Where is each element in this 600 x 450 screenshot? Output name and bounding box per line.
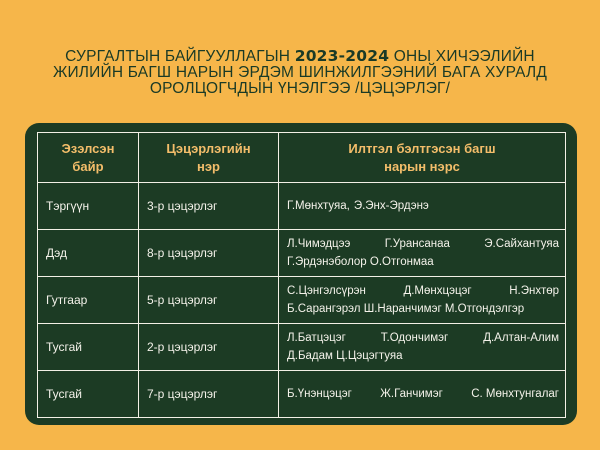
teacher-name: Л.Чимэдцээ (287, 238, 351, 250)
header-place-line-2: байр (72, 158, 104, 174)
names-line-1 (287, 197, 559, 215)
header-teachers-line-1: Илтгэл бэлтгэсэн багш (348, 140, 496, 156)
results-board (25, 123, 577, 425)
results-table (37, 132, 566, 418)
table-body (38, 183, 566, 418)
teacher-name: С. Мөнхтунгалаг (471, 388, 559, 400)
names-line-1 (287, 235, 559, 253)
header-teachers-line-2: нарын нэрс (384, 158, 460, 174)
kindergarten-cell: 5-р цэцэрлэг (139, 277, 279, 324)
teacher-name: Д.Мөнхцэцэг (403, 285, 472, 297)
place-cell: Тусгай (38, 324, 139, 371)
title-line-1-end: ОНЫ ХИЧЭЭЛИЙН (389, 48, 535, 65)
header-kindergarten (139, 133, 279, 183)
place-cell: Дэд (38, 230, 139, 277)
table-row (38, 371, 566, 418)
kindergarten-cell: 2-р цэцэрлэг (139, 324, 279, 371)
title-line-1-start: СУРГАЛТЫН БАЙГУУЛЛАГЫН (65, 48, 295, 65)
teacher-names-cell (279, 183, 566, 230)
teacher-name: Э.Сайхантуяа (484, 238, 559, 250)
title-line-1 (0, 48, 600, 65)
header-place (38, 133, 139, 183)
header-kindergarten-line-2: нэр (197, 158, 220, 174)
names-line-2: Б.Сарангэрэл Ш.Наранчимэг М.Отгондэлгэр (287, 303, 525, 315)
teacher-name: Д.Алтан-Алим (483, 332, 559, 344)
title-year: 2023-2024 (294, 47, 390, 65)
title-line-3: ОРОЛЦОГЧДЫН ҮНЭЛГЭЭ /ЦЭЦЭРЛЭГ/ (149, 80, 451, 97)
teacher-name: Г.Мөнхтуяа, (287, 200, 350, 212)
place-cell: Тусгай (38, 371, 139, 418)
page-title (0, 48, 600, 97)
kindergarten-cell: 7-р цэцэрлэг (139, 371, 279, 418)
place-cell: Гутгаар (38, 277, 139, 324)
teacher-name: Б.Үнэнцэцэг (287, 388, 352, 400)
table-row (38, 183, 566, 230)
header-place-line-1: Эзэлсэн (61, 140, 115, 156)
table-header-row (38, 133, 566, 183)
kindergarten-cell: 8-р цэцэрлэг (139, 230, 279, 277)
teacher-name: Т.Одончимэг (380, 332, 449, 344)
names-line-1 (287, 385, 559, 403)
table-row (38, 230, 566, 277)
teacher-name: Э.Энх-Эрдэнэ (353, 200, 429, 212)
names-line-2: Г.Эрдэнэболор О.Отгонмаа (287, 256, 434, 268)
teacher-name: Н.Энхтөр (509, 285, 559, 297)
table-row (38, 324, 566, 371)
place-cell: Тэргүүн (38, 183, 139, 230)
names-line-1 (287, 282, 559, 300)
header-teachers (279, 133, 566, 183)
title-line-2: ЖИЛИЙН БАГШ НАРЫН ЭРДЭМ ШИНЖИЛГЭЭНИЙ БАГА ХУРАЛД (52, 64, 548, 81)
teacher-names-cell (279, 324, 566, 371)
kindergarten-cell: 3-р цэцэрлэг (139, 183, 279, 230)
names-line-2: Д.Бадам Ц.Цэцэгтуяа (287, 350, 403, 362)
teacher-name: С.Цэнгэлсүрэн (287, 285, 366, 297)
teacher-name: Ж.Ганчимэг (380, 388, 443, 400)
table-row (38, 277, 566, 324)
teacher-names-cell (279, 230, 566, 277)
names-line-1 (287, 329, 559, 347)
header-kindergarten-line-1: Цэцэрлэгийн (166, 140, 251, 156)
teacher-name: Г.Урансанаа (384, 238, 450, 250)
teacher-names-cell (279, 371, 566, 418)
teacher-names-cell (279, 277, 566, 324)
teacher-name: Л.Батцэцэг (287, 332, 346, 344)
